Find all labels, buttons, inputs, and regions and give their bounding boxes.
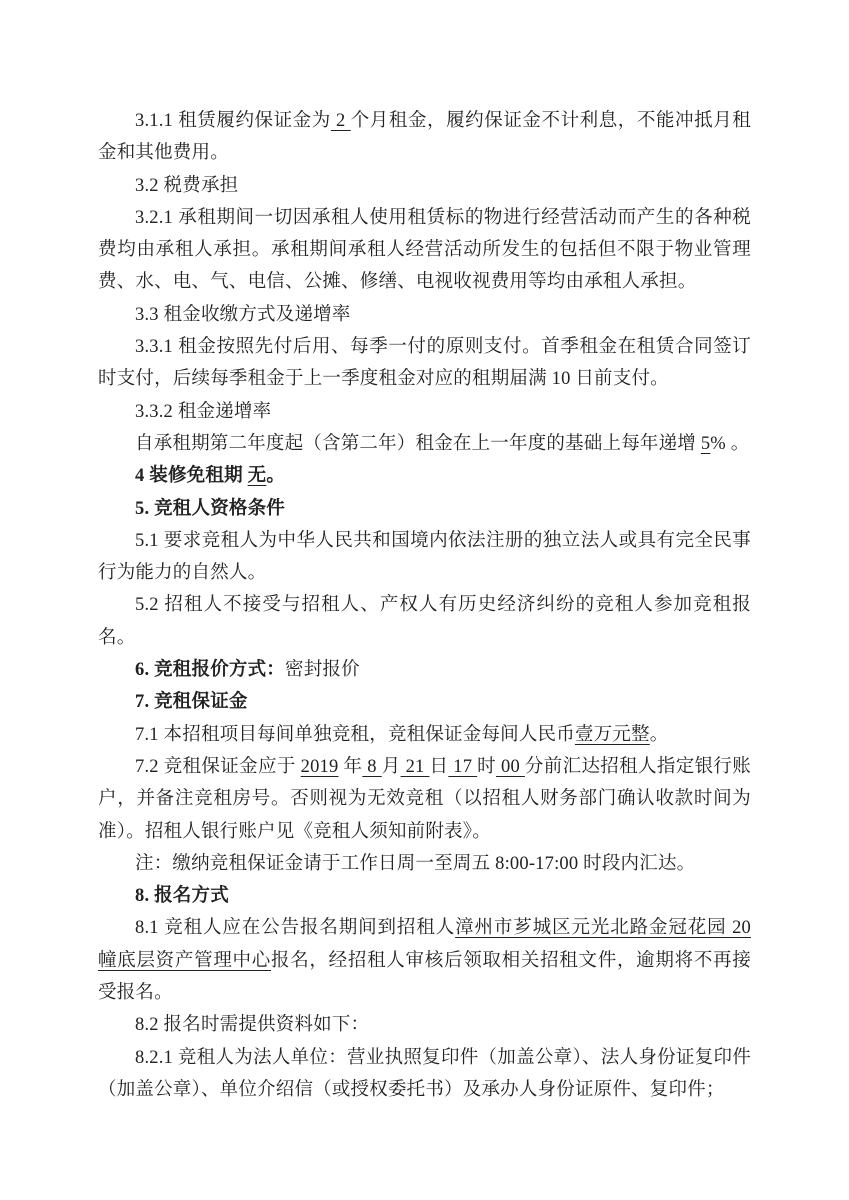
paragraph [98, 202, 751, 299]
text-run: 年 [338, 756, 363, 777]
paragraph [98, 525, 751, 590]
text-run: 3.2.1 承租期间一切因承租人使用租赁标的物进行经营活动而产生的各种税费均由承租人承担。承租期间承租人经营活动所发生的包括但不限于物业管理费、水、电、气、电信、公摊、修缮、电视收视费用等均由承租人承担。 [98, 207, 751, 293]
underlined-text-run: 21 [400, 756, 430, 777]
paragraph [98, 331, 751, 396]
text-run: 8.2.1 竞租人为法人单位：营业执照复印件（加盖公章）、法人身份证复印件（加盖公章）、单位介绍信（或授权委托书）及承办人身份证原件、复印件； [98, 1047, 751, 1100]
text-run: 5.2 招租人不接受与招租人、产权人有历史经济纠纷的竞租人参加竞租报名。 [98, 595, 751, 648]
text-run: 3.3 租金收缴方式及递增率 [135, 304, 351, 325]
paragraph [98, 848, 751, 880]
text-run: 日 [429, 756, 449, 777]
paragraph [98, 751, 751, 848]
paragraph [98, 880, 751, 912]
underlined-text-run: 无 [247, 466, 267, 487]
paragraph [98, 170, 751, 202]
text-run: 6. 竞租报价方式： [135, 660, 286, 681]
text-run: 3.2 税费承担 [135, 175, 239, 196]
text-run: 。 [266, 466, 286, 487]
text-run: 自承租期第二年度起（含第二年）租金在上一年度的基础上每年递增 [135, 433, 701, 454]
underlined-text-run: 5 [700, 433, 711, 454]
paragraph [98, 460, 751, 492]
paragraph [98, 719, 751, 751]
paragraph [98, 1009, 751, 1041]
text-run: 7.1 本招租项目每间单独竞租，竞租保证金每间人民币 [135, 724, 575, 745]
paragraph [98, 428, 751, 460]
paragraph [98, 912, 751, 1009]
underlined-text-run: 2019 [300, 756, 339, 777]
paragraph [98, 105, 751, 170]
underlined-text-run: 2 [330, 111, 351, 131]
text-run: % 。 [710, 433, 750, 454]
text-run: 密封报价 [285, 660, 360, 681]
underlined-text-run: 壹万元整 [574, 724, 650, 745]
text-run: 7.2 竞租保证金应于 [135, 756, 301, 777]
underlined-text-run: 00 [496, 756, 525, 777]
text-run: 注：缴纳竞租保证金请于工作日周一至周五 8:00-17:00 时段内汇达。 [135, 853, 696, 874]
paragraph [98, 299, 751, 331]
text-run: 。 [649, 724, 669, 745]
paragraph [98, 686, 751, 718]
text-run: 个月租金，履约保证金不计利息，不能冲抵月租金和其他费用。 [98, 111, 751, 164]
paragraph [98, 493, 751, 525]
text-run: 3.3.2 租金递增率 [135, 401, 272, 422]
paragraph [98, 654, 751, 686]
text-run: 3.1.1 租赁履约保证金为 [135, 111, 331, 131]
text-run: 4 装修免租期 [135, 466, 248, 487]
paragraph [98, 589, 751, 654]
text-run: 时 [477, 756, 497, 777]
underlined-text-run: 17 [448, 756, 478, 777]
paragraph [98, 396, 751, 428]
text-run: 8. 报名方式 [135, 886, 229, 907]
text-run: 7. 竞租保证金 [135, 692, 248, 713]
text-run: 8.2 报名时需提供资料如下： [135, 1015, 370, 1036]
text-run: 8.1 竞租人应在公告报名期间到招租人 [135, 918, 456, 939]
underlined-text-run: 8 [362, 756, 382, 777]
underlined-text-run: 漳州市芗城区元光北路金冠花园 20 幢底层资产管理中心 [98, 918, 751, 971]
text-run: 5. 竞租人资格条件 [135, 498, 286, 519]
text-run: 月 [381, 756, 401, 777]
text-run: 分前汇达招租人指定银行账户，并备注竞租房号。否则视为无效竞租（以招租人财务部门确认收款时间为准）。招租人银行账户见《竞租人须知前附表》。 [98, 756, 751, 842]
text-run: 报名，经招租人审核后领取相关招租文件，逾期将不再接受报名。 [98, 950, 751, 1004]
text-run: 3.3.1 租金按照先付后用、每季一付的原则支付。首季租金在租赁合同签订时支付，后续每季租金于上一季度租金对应的租期届满 10 日前支付。 [98, 337, 751, 390]
text-run: 5.1 要求竞租人为中华人民共和国境内依法注册的独立法人或具有完全民事行为能力的自然人。 [98, 530, 751, 584]
paragraph [98, 1042, 751, 1107]
